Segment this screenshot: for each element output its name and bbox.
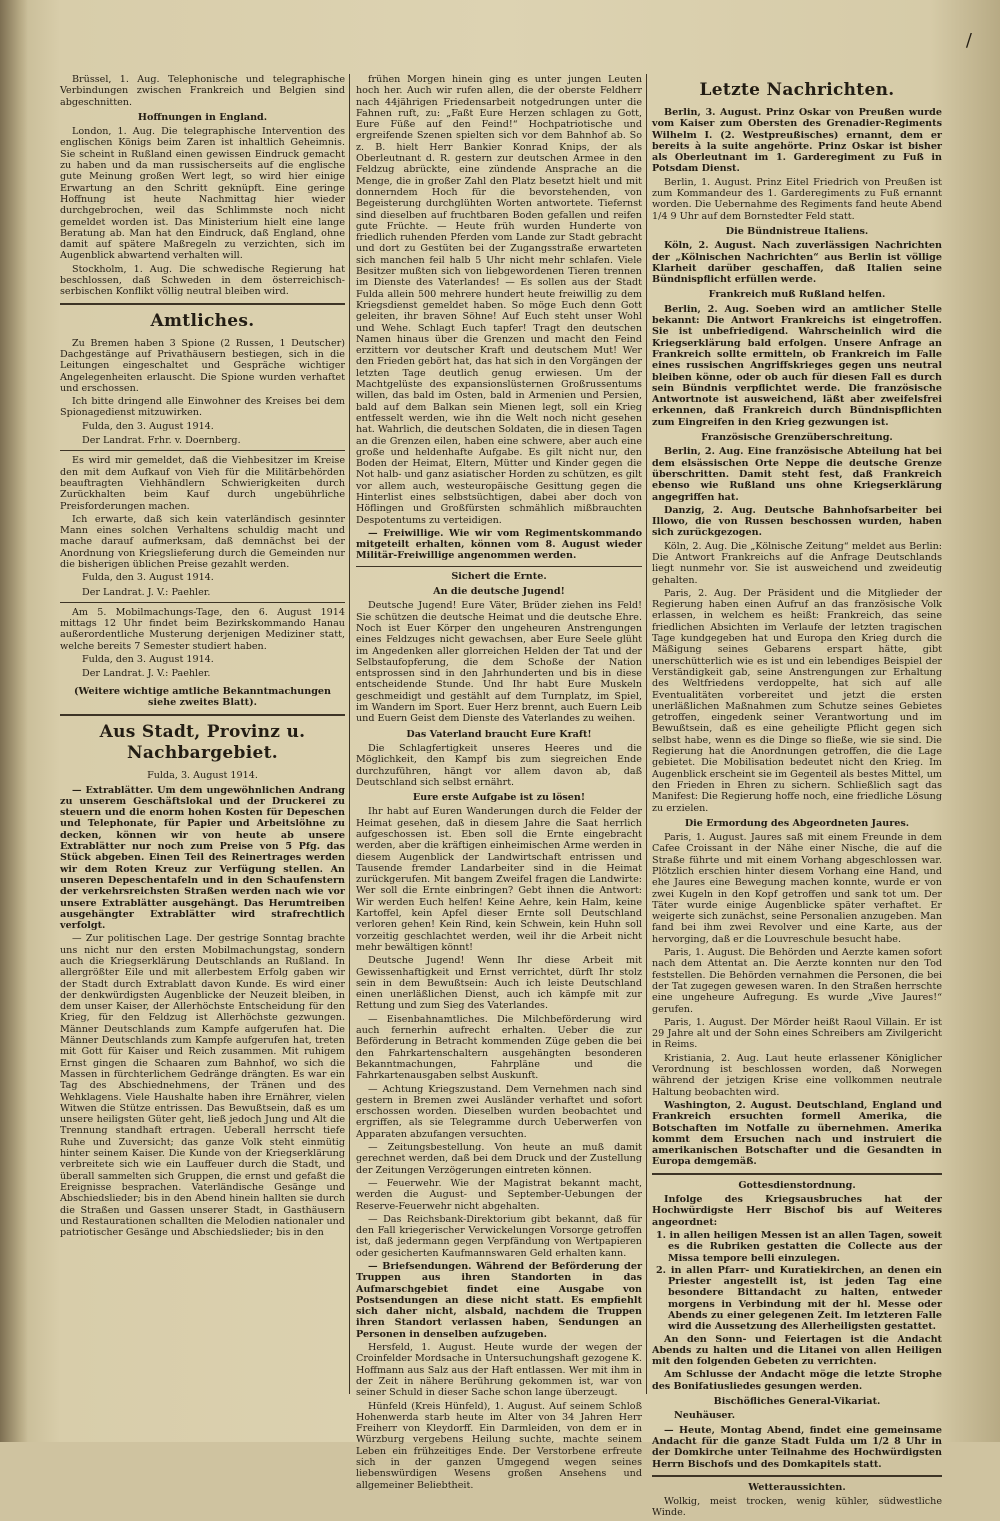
notice-viehbesitzer: Es wird mir gemeldet, daß die Viehbesitzer im Kreise den mit dem Aufkauf von Vieh für die Militärbehörden beauftragten Viehhändlern Schwierigkeiten durch Zurückhalten beim Kauf durch ungebührliche Preisforderungen machen. [60,455,345,512]
heading-stadt-provinz: Aus Stadt, Provinz u. Nachbargebiet. [99,722,306,764]
heading-letzte-nachrichten: Letzte Nachrichten. [699,80,895,100]
article-freiwillige: — Freiwillige. Wie wir vom Regimentskommando mitgeteilt erhalten, können vom 8. August wieder Militär-Freiwillige angenommen werden. [356,527,642,562]
column-1 [60,74,345,1240]
divider [60,714,345,716]
article-politische-lage: — Zur politischen Lage. Der gestrige Sonntag brachte uns nicht nur den ersten Mobilmachungstag, sondern auch die Kriegserklärung Deutschlands an Rußland. In allergrößter Eile und mit allerbestem Erfolg gaben wir der Stadt durch Extrablatt davon Kunde. Es wird einer der denkwürdigsten Augenblicke der Neuzeit bleiben, in dem unser Kaiser, der Allerhöchste Entscheidung für den Krieg, für den Feldzug ist Allerhöchste gezwungen. Männer Deutschlands zum Kampfe aufgerufen hat. Die Männer Deutschlands zum Kampfe aufgerufen hat, treten mit Gott für Kaiser und Reich zusammen. Mit ruhigem Ernst gingen die Schaaren zum Bahnhof, wo sich die Massen in fürchterlichem Gedränge drängten. Es war ein Tag des Abschiednehmens, der Tränen und des Wehklagens. Viele Haushalte haben ihre Ernährer, vielen Witwen die Stütze entrissen. Das Bewußtsein, daß es um unsere heiligsten Güter geht, ließ jedoch Jung und Alt die Trennung standhaft ertragen. Ueberall herrscht tiefe Ruhe und Zuversicht; das ganze Volk steht einmütig hinter seinem Kaiser. Die Kunde von der Kriegserklärung verbreitete sich wie ein Lauffeuer durch die Stadt, und überall sammelten sich Gruppen, die ernst und gefaßt die Ereignisse besprachen. Vaterländische Gesänge und Abschiedslieder; bis in den Abend hinein hallten sie durch die Straßen und Gassen unserer Stadt, in Gasthäusern und Restaurationen schallten die Melodien nationaler und patriotischer Gesänge und Abschiedslieder; bis in den [60,933,345,1239]
article-extrablaetter: — Extrablätter. Um dem ungewöhnlichen Andrang zu unserem Geschäftslokal und der Druckerei zu steuern und die enorm hohen Kosten für Depeschen und Telephonate, für Papier und Arbeitslöhne zu decken, können wir von heute ab unsere Extrablätter nur noch zum Preise von 5 Pfg. das Stück abgeben. Einen Teil des Reinertrages werden wir dem Roten Kreuz zur Verfügung stellen. An unseren Depeschentafeln und in den Schaufenstern der verkehrsreichsten Straßen werden nach wie vor unsere Extrablätter ausgehängt. Das Herumtreiben ausgehängter Extrablätter wird strafrechtlich verfolgt. [60,784,345,932]
news-berlin-grenze: Berlin, 2. Aug. Eine französische Abteilung hat bei dem elsässischen Orte Neppe die deutsche Grenze überschritten. Damit steht fest, daß Frankreich ebenso wie Rußland uns ohne Kriegserklärung angegriffen hat. [652,446,942,503]
news-paris-aufruf: Paris, 2. Aug. Der Präsident und die Mitglieder der Regierung haben einen Aufruf an das französische Volk erlassen, in welchem es heißt: Frankreich, das seine friedlichen Absichten im Verlaufe der letzten tragischen Tage kundgegeben hat und Europa den Krieg durch die Mäßigung seines Gebarens erspart hätte, gibt unerschütterlich wie es ist und ein lebendiges Beispiel der Verständigkeit gab, seine Anstrengungen zur Erhaltung des Weltfriedens verdoppelte, hat sich auf alle Eventualitäten vorbereitet und jetzt die ersten unerläßlichen Maßnahmen zum Schutze seines Gebietes getroffen, eingedenk seiner Verantwortung und im Bewußtsein, daß es eine geheiligte Pflicht gegen sich selbst habe, wenn es die Dinge so fließe, wie sie sind. Die Regierung hat die Anordnungen getroffen, die die Lage gebietet. Die Mobilisation bedeutet nicht den Krieg. Im Augenblick erscheint sie im Gegenteil als bestes Mittel, um den Frieden in Ehren zu sichern. Schließlich sagt das Manifest: Die Regierung hoffe noch, eine friedliche Lösung zu erzielen. [652,587,942,814]
article-bruessel: Brüssel, 1. Aug. Telephonische und telegraphische Verbindungen zwischen Frankreich und Belgien sind abgeschnitten. [60,74,345,108]
notice-kriegslieferung: Ich erwarte, daß sich kein vaterländisch gesinnter Mann eines solchen Verhaltens schuldig macht und mache darauf aufmerksam, daß demnächst bei der Anordnung von Kriegslieferung durch die Gemeinden nur die bisherigen üblichen Preise gezahlt werden. [60,513,345,570]
news-paris-moerder: Paris, 1. August. Der Mörder heißt Raoul Villain. Er ist 29 Jahre alt und der Sohn eines Schreibers am Zivilgericht in Reims. [652,1016,942,1051]
article-eisenbahn: — Eisenbahnamtliches. Die Milchbeförderung wird auch fernerhin aufrecht erhalten. Ueber die zur Beförderung in Betracht kommenden Züge geben die bei den Fahrkartenschaltern ausgehängten besonderen Bekanntmachungen, Fahrpläne und die Fahrkartenausgaben selbst Auskunft. [356,1013,642,1082]
article-feuerwehr: — Feuerwehr. Wie der Magistrat bekannt macht, werden die August- und September-Uebungen der Reserve-Feuerwehr nicht abgehalten. [356,1177,642,1212]
article-briefsendungen: — Briefsendungen. Während der Beförderung der Truppen aus ihren Standorten in das Aufmarschgebiet findet eine Ausgabe von Postsendungen an diese nicht statt. Es empfiehlt sich daher nicht, alsbald, nachdem die Truppen ihren Standort verlassen haben, Sendungen an Personen in denselben aufzugeben. [356,1260,642,1340]
news-berlin-frankreich: Berlin, 2. Aug. Soeben wird an amtlicher Stelle bekannt: Die Antwort Frankreichs ist eingetroffen. Sie ist unbefriedigend. Wahrscheinlich wird die Kriegserklärung bald erfolgen. Unsere Anfrage an Frankreich sollte ermitteln, ob Frankreich im Falle eines russischen Angriffskrieges gegen uns neutral bleiben könne, oder ob auch für diesen Fall es durch sein Bündnis verpflichtet werde. Die französische Antwortnote ist ausweichend, läßt aber zweifelsfrei erkennen, daß Frankreich durch Bündnispflichten zum Eingreifen in den Krieg gezwungen ist. [652,303,942,428]
notice-signature: Der Landrat. J. V.: Paehler. [82,668,211,680]
article-hersfeld: Hersfeld, 1. August. Heute wurde der wegen der Croinfelder Mordsache in Untersuchungshaft gezogene K. Hoffmann aus Salz aus der Haft entlassen. Wer mit ihm in der Zeit in nähere Berührung gekommen ist, war von seiner Schuld in dieser Sache schon lange überzeugt. [356,1342,642,1399]
heading-aufgabe: Eure erste Aufgabe ist zu lösen! [412,792,586,804]
appeal-vaterland: Die Schlagfertigkeit unseres Heeres und die Möglichkeit, den Kampf bis zum siegreichen Ende durchzuführen, hängt vor allem davon ab, daß Deutschland sich selbst ernährt. [356,742,642,788]
column-rule-1 [349,74,350,1394]
news-koeln-antwort: Köln, 2. Aug. Die „Kölnische Zeitung“ meldet aus Berlin: Die Antwort Frankreichs auf die Anfrage Deutschlands liegt nunmehr vor. Sie ist ausweichend und zweideutig gehalten. [652,540,942,586]
news-kristiania: Kristiania, 2. Aug. Laut heute erlassener Königlicher Verordnung ist beschlossen worden, daß Norwegen während der jetzigen Krise eine vollkommen neutrale Haltung beobachten wird. [652,1052,942,1098]
news-paris-behoerden: Paris, 1. August. Die Behörden und Aerzte kamen sofort nach dem Attentat an. Die Aerzte konnten nur den Tod feststellen. Die Behörden vernahmen die Personen, die bei der Tat zugegen gewesen waren. In den Straßen herrschte eine ungeheure Aufregung. Es wurde „Vive Jaures!“ gerufen. [652,947,942,1015]
gottesdienst-sonntag: An den Sonn- und Feiertagen ist die Andacht Abends zu halten und die Litanei von allen Heiligen mit den folgenden Gebeten zu verrichten. [652,1333,942,1368]
gottesdienst-intro: Infolge des Kriegsausbruches hat der Hochwürdigste Herr Bischof bis auf Weiteres angeordnet: [652,1194,942,1228]
heading-vaterland: Das Vaterland braucht Eure Kraft! [406,728,592,740]
vikariat: Bischöfliches General-Vikariat. [713,1396,881,1408]
heading-jaures: Die Ermordung des Abgeordneten Jaures. [684,817,910,829]
article-reichsbank: — Das Reichsbank-Direktorium gibt bekannt, daß für den Fall kriegerischer Verwickelungen Vorsorge getroffen ist, daß jedermann gegen Verpfändung von Wertpapieren oder gesicherten Kaufmannswaren Geld erhalten kann. [356,1213,642,1259]
article-continued: frühen Morgen hinein ging es unter jungen Leuten hoch her. Auch wir rufen allen, die der oberste Feldherr nach 44jährigen Friedensarbeit notgedrungen unter die Fahnen ruft, zu: „Faßt Eure Herzen schlagen zu Gott, Eure Füße auf den Feind!“ Hochpatriotische und ergreifende Szenen spielten sich vor dem Bahnhof ab. So z. B. hielt Herr Bankier Konrad Knips, der als Oberleutnant d. R. gestern zur deutschen Armee in den Feldzug abrückte, eine zündende Ansprache an die Menge, die in großer Zahl den Platz besetzt hielt und mit donnerndem Hoch für die bevorstehenden, von Begeisterung durchglühten Worten antwortete. Tiefernst sind dieselben auf fruchtbaren Boden gefallen und reifen gute Früchte. — Heute früh wurden Hunderte von friedlich ruhenden Pferden vom Lande zur Stadt gebracht und dort zu Gestüten bei der Zugangsstraße erwarteten sich manchen feil halb 5 Uhr nicht mehr schlafen. Viele Besitzer mußten sich von liebgewordenen Tieren trennen im Dienste des Vaterlandes! — Es sollen aus der Stadt Fulda allein 500 mehrere hundert heute freiwillig zu dem Kriegsdienst gemeldet haben. So möge Euch denn Gott geleiten, ihr braven Söhne! Auf Euch steht unser Wohl und Wehe. Schlagt Euch tapfer! Tragt den deutschen Namen hinaus über die Grenzen und macht den Feind erzittern vor deutscher Kraft und deutschem Mut! Wer den Frieden gebört hat, das hat sich in den Vorgängen der letzten Tage deutlich genug erwiesen. Um der Machtgelüste des expansionslüsternen Großrussentums willen, das bald im Osten, bald in Armenien und Persien, bald auf dem Balkan sein Mienen legt, soll ein Krieg entfesselt werden, wie ihn die Welt noch nicht gesehen hat. Wahrlich, die deutschen Soldaten, die in diesen Tagen an die Grenzen eilen, haben eine schwere, aber auch eine große und heldenhafte Aufgabe. Es gilt nicht nur, den Boden der Heimat, Eltern, Mütter und Kinder gegen die Not halb- und ganz asiatischer Horden zu schützen, es gilt vor allem auch, westeuropäische Gesittung gegen die Hinterlist eines selbstsüchtigen, dabei aber doch von Höflingen und Großfürsten schmählich mißbrauchten Despotentums zu verteidigen. [356,74,642,526]
article-kriegszustand: — Achtung Kriegszustand. Dem Vernehmen nach sind gestern in Bremen zwei Ausländer verhaftet und sofort erschossen worden. Dieselben wurden beobachtet und ergriffen, als sie Telegramme durch Ueberwerfen von Apparaten abzufangen versuchten. [356,1083,642,1140]
dateline: Fulda, 3. August 1914. [147,770,258,782]
gottesdienst-item: 2. in allen Pfarr- und Kuratiekirchen, an denen ein Priester angestellt ist, ist jeden Tag eine besondere Bittandacht zu halten, entweder morgens in Verbindung mit der hl. Messe oder Abends zu einer gelegenen Zeit. Im letzteren Falle wird die Aussetzung des Allerheiligsten gestattet. [656,1264,942,1333]
heading-wetter: Wetteraussichten. [748,1481,846,1493]
notice-spionagedienst: Ich bitte dringend alle Einwohner des Kreises bei dem Spionagedienst mitzuwirken. [60,396,345,419]
appeal-aufgabe: Ihr habt auf Euren Wanderungen durch die Felder der Heimat gesehen, daß in diesem Jahre die Saat herrlich aufgeschossen ist. Eben soll die Ernte eingebracht werden, aber die kräftigen einheimischen Arme werden in diesem Augenblick der Landwirtschaft entrissen und Tausende fremder Landarbeiter sind in die Heimat zurückgerufen. Mit bangem Zweifel fragen die Landwirte: Wer soll die Ernte einbringen? Gebt ihnen die Antwort: Wir werden Euch helfen! Keine Aehre, kein Halm, keine Kartoffel, kein Apfel dieser Ernte soll Deutschland verloren gehen! Kein Rind, kein Schwein, kein Huhn soll vorzeitig geschlachtet werden, weil ihr die Arbeit nicht mehr bewältigen könnt! [356,806,642,953]
weather-forecast: Wolkig, meist trocken, wenig kühler, südwestliche Winde. [652,1496,942,1519]
divider [60,450,345,451]
article-zeitung: — Zeitungsbestellung. Von heute an muß damit gerechnet werden, daß bei dem Druck und der Zustellung der Zeitungen Verzögerungen eintreten können. [356,1142,642,1176]
page-fold-shadow [0,0,28,1442]
divider [356,566,642,567]
news-danzig: Danzig, 2. Aug. Deutsche Bahnhofsarbeiter bei Illowo, die von Russen beschossen wurden, haben sich zurückgezogen. [652,504,942,539]
divider [60,602,345,603]
column-rule-2 [646,74,647,1394]
heading-italien: Die Bündnistreue Italiens. [725,225,869,237]
appeal-jugend-2: Deutsche Jugend! Wenn Ihr diese Arbeit mit Gewissenhaftigkeit und Ernst verrichtet, dürft Ihr stolz sein in dem Bewußtsein: Auch ich leiste Deutschland einen unerläßlichen Dienst, auch ich kämpfe mit zur Rettung und zum Sieg des Vaterlandes. [356,955,642,1012]
column-3 [652,74,942,1521]
heading-grenze: Französische Grenzüberschreitung. [701,432,893,444]
divider [652,1173,942,1175]
heading-jugend: An die deutsche Jugend! [433,586,565,598]
notice-date: Fulda, den 3. August 1914. [82,654,214,666]
news-washington: Washington, 2. August. Deutschland, England und Frankreich ersuchten formell Amerika, die Botschaften im Notfalle zu übernehmen. Amerika kommt dem Ersuchen nach und instruiert die amerikanischen Botschafter und die Gesandten in Europa demgemäß. [652,1099,942,1168]
article-london: London, 1. Aug. Die telegraphische Intervention des englischen Königs beim Zaren ist inhaltlich Geheimnis. Sie scheint in Rußland einen gewissen Eindruck gemacht zu haben und da man russischerseits auf die englische gute Meinung großen Wert legt, so wird hier einige Erwartung an den Schritt geknüpft. Eine geringe Hoffnung ist heute Nachmittag hier wieder durchgebrochen, weil das Schlimmste noch nicht gemeldet worden ist. Das Ministerium hielt eine lange Beratung ab. Man hat den Eindruck, daß England, ohne damit auf spätere Maßregeln zu verzichten, sich im Augenblick abwartend verhalten will. [60,126,345,262]
divider [60,303,345,305]
appeal-jugend: Deutsche Jugend! Eure Väter, Brüder ziehen ins Feld! Sie schützen die deutsche Heimat und die deutsche Ehre. Noch ist Euer Körper den ungeheuren Anstrengungen eines Feldzuges nicht gewachsen, aber Eure Seele glüht im Angedenken aller glorreichen Helden der Tat und der Selbstaufopferung, die dem Schoße der Nation entsprossen sind in den Jahrhunderten und bis in diese entscheidende Stunde. Und Ihr habt Eure Muskeln geschmeidigt und gestählt auf dem Turnplatz, im Spiel, im Wandern im Sport. Euer Herz brennt, auch Euern Leib und Euern Geist dem Dienste des Vaterlandes zu weihen. [356,600,642,725]
notice-musterung: Am 5. Mobilmachungs-Tage, den 6. August 1914 mittags 12 Uhr findet beim Bezirkskommando Hanau außerordentliche Musterung derjenigen Mediziner statt, welche bereits 7 Semester studiert haben. [60,606,345,652]
page-mark: / [965,30,972,51]
notice-signature: Der Landrat. Frhr. v. Doernberg. [82,435,241,447]
notice-spione: Zu Bremen haben 3 Spione (2 Russen, 1 Deutscher) Dachgestänge auf Privathäusern bestiegen, sich in die Leitungen eingeschaltet und Gespräche wichtiger Angelegenheiten erlauscht. Die Spione wurden verhaftet und erschossen. [60,337,345,394]
gottesdienst-schluss: Am Schlusse der Andacht möge die letzte Strophe des Bonifatiusliedes gesungen werden. [652,1369,942,1392]
notice-date: Fulda, den 3. August 1914. [82,572,214,584]
heading-amtliches: Amtliches. [150,310,255,331]
heading-frankreich: Frankreich muß Rußland helfen. [708,289,886,301]
heading-hoffnungen: Hoffnungen in England. [137,111,268,123]
article-huenfeld: Hünfeld (Kreis Hünfeld), 1. August. Auf seinem Schloß Hohenwerda starb heute im Alter von 34 Jahren Herr Freiherr von Kleydorff. Ein Darmleiden, von dem er in Würzburg vergebens Heilung suchte, machte seinem Leben ein frühzeitiges Ende. Der Verstorbene erfreute sich in der ganzen Umgegend wegen seines liebenswürdigen Wesens großen Ansehens und allgemeiner Beliebtheit. [356,1400,642,1491]
divider [652,1475,942,1477]
column-2 [356,74,642,1493]
heading-ernte: Sichert die Ernte. [451,570,547,582]
article-stockholm: Stockholm, 1. Aug. Die schwedische Regierung hat beschlossen, daß Schweden in dem österreichisch-serbischen Konflikt völlig neutral bleiben wird. [60,263,345,298]
gottesdienst-item: 1. in allen heiligen Messen ist an allen Tagen, soweit es die Rubriken gestatten die Collecte aus der Missa tempore belli einzulegen. [656,1229,942,1264]
announcement-andacht: — Heute, Montag Abend, findet eine gemeinsame Andacht für die ganze Stadt Fulda um 1/2 8 Uhr in der Domkirche unter Teilnahme des Hochwürdigsten Herrn Bischofs und des Domkapitels statt. [652,1424,942,1470]
heading-gottesdienst: Gottesdienstordnung. [738,1179,856,1191]
vikariat-signature: Neuhäuser. [674,1410,736,1422]
news-koeln-italien: Köln, 2. August. Nach zuverlässigen Nachrichten der „Kölnischen Nachrichten“ aus Berlin ist völlige Klarheit darüber geschaffen, daß Italien seine Bündnispflicht erfüllen werde. [652,240,942,286]
news-berlin-oskar: Berlin, 3. August. Prinz Oskar von Preußen wurde vom Kaiser zum Obersten des Grenadier-Regiments Wilhelm I. (2. Westpreußisches) ernannt, dem er bereits à la suite angehörte. Prinz Oskar ist bisher als Oberleutnant im 1. Garderegiment zu Fuß in Potsdam Dienst. [652,107,942,175]
news-paris-jaures: Paris, 1. August. Jaures saß mit einem Freunde in dem Cafee Croissant in der Nähe einer Nische, die auf die Straße führte und mit einem Vorhang abgeschlossen war. Plötzlich erschien hinter diesem Vorhang eine Hand, und ehe Jaures eine Bewegung machen konnte, wurde er von zwei Kugeln in den Kopf getroffen und sank tot um. Der Täter wurde einige Augenblicke später verhaftet. Er weigerte sich zunächst, seine Personalien anzugeben. Man fand bei ihm zwei Revolver und eine Karte, aus der hervorging, daß er die Louvreschule besucht habe. [652,832,942,945]
notice-signature: Der Landrat. J. V.: Paehler. [82,586,211,598]
notice-further: (Weitere wichtige amtliche Bekanntmachungen siehe zweites Blatt). [74,685,331,708]
notice-date: Fulda, den 3. August 1914. [82,420,214,432]
news-berlin-eitel: Berlin, 1. August. Prinz Eitel Friedrich von Preußen ist zum Kommandeur des 1. Garderegiments zu Fuß ernannt worden. Die Uebernahme des Regiments fand heute Abend 1/4 9 Uhr auf dem Bornstedter Feld statt. [652,176,942,222]
